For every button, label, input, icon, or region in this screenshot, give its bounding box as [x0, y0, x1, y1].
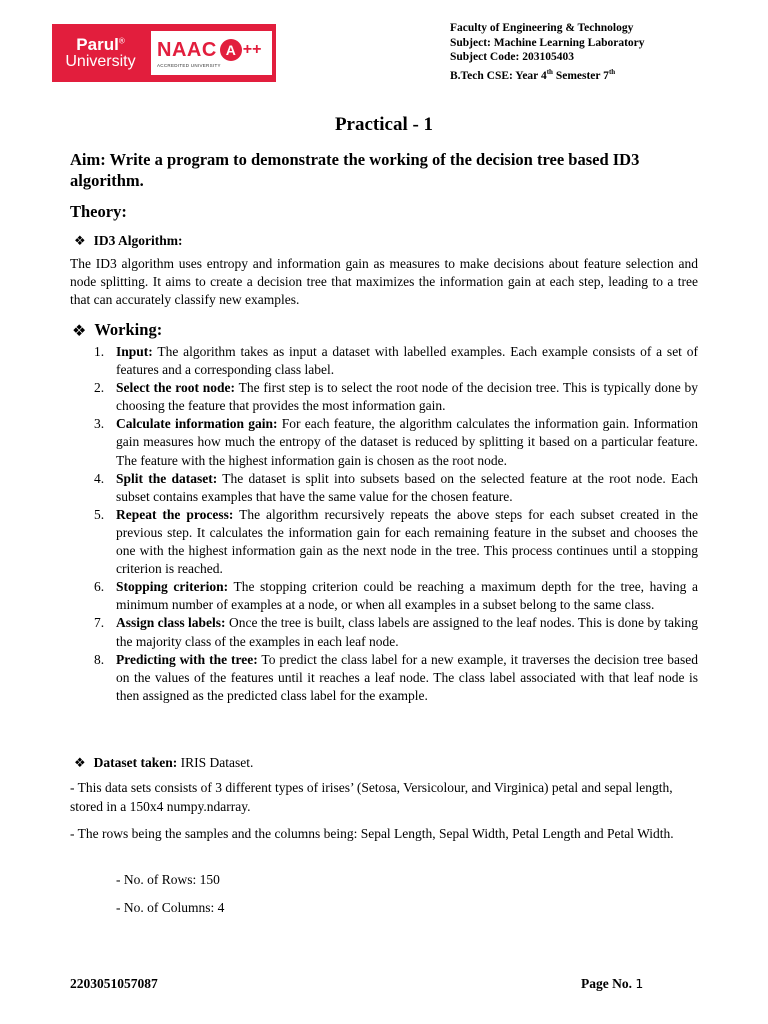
diamond-bullet-icon: ❖ [74, 233, 86, 249]
naac-plus: ++ [242, 41, 262, 58]
course-prefix: B.Tech CSE: Year 4 [450, 69, 547, 82]
working-steps-list [70, 343, 698, 705]
list-item: 7. Assign class labels: Once the tree is built, class labels are assigned to the leaf nodes. This is done by taking the majority class of the examples in each leaf node. [94, 615, 698, 649]
rows-count: - No. of Rows: 150 [116, 872, 220, 887]
working-heading-text: Working: [94, 320, 163, 339]
list-item: 5. Repeat the process: The algorithm recursively repeats the above steps for each subset created in the previous step. It calculates the information gain for each remaining feature in the subset and chooses the one with the highest information gain as the next node in the tree. This process continues until a stopping criterion is reached. [94, 506, 698, 577]
list-item: 4. Split the dataset: The dataset is split into subsets based on the selected feature at the root node. Each subset contains examples that have the same value for the chosen feature. [94, 470, 698, 504]
naac-word: NAAC [157, 38, 217, 61]
theory-heading: Theory: [70, 202, 127, 221]
list-item: 8. Predicting with the tree: To predict the class label for a new example, it traverses the decision tree based on the values of the features until it reaches a leaf node. The class label associated with that leaf node is then assigned as the predicted class label for the example. [94, 651, 698, 703]
dataset-note-1: - This data sets consists of 3 different types of irises’ (Setosa, Versicolour, and Virginica) petal and sepal length, stored in a 150x4 numpy.ndarray. [70, 780, 673, 814]
page-number [581, 976, 643, 992]
list-item: 1. Input: The algorithm takes as input a dataset with labelled examples. Each example consists of a set of features and a corresponding class label. [94, 344, 698, 378]
list-item: 2. Select the root node: The first step is to select the root node of the decision tree. This is typically done by choosing the feature that provides the most information gain. [94, 380, 698, 414]
naac-accredited: ACCREDITED UNIVERSITY [157, 62, 221, 68]
diamond-bullet-icon: ❖ [74, 755, 86, 771]
subject-code-line: Subject Code: 203105403 [450, 51, 574, 63]
subject-line: Subject: Machine Learning Laboratory [450, 36, 645, 49]
id3-paragraph: The ID3 algorithm uses entropy and information gain as measures to make decisions about feature selection and node splitting. It aims to create a decision tree that maximizes the information gain at each step, leading to a tree that can accurately classify new examples. [70, 256, 698, 308]
naac-badge [151, 31, 272, 75]
working-heading [72, 320, 162, 340]
list-item: 6. Stopping criterion: The stopping criterion could be reaching a maximum depth for the tree, having a minimum number of examples at a node, or when all examples in a subset belong to the same class. [94, 579, 698, 613]
page-number-value: 1 [635, 976, 644, 991]
course-line [450, 65, 645, 83]
aim-statement: Aim: Write a program to demonstrate the working of the decision tree based ID3 algorithm. [70, 150, 640, 190]
faculty-line: Faculty of Engineering & Technology [450, 22, 634, 34]
id3-heading [74, 233, 183, 249]
id3-heading-text: ID3 Algorithm: [93, 233, 183, 248]
semester-text: Semester 7 [552, 69, 609, 82]
dataset-heading [74, 755, 253, 771]
course-header [450, 21, 645, 83]
dataset-value: IRIS Dataset. [177, 755, 254, 770]
dataset-note-2: - The rows being the samples and the columns being: Sepal Length, Sepal Width, Petal Length and Petal Width. [70, 826, 674, 841]
logo-parul: Parul [76, 34, 119, 54]
list-item: 3. Calculate information gain: For each feature, the algorithm calculates the information gain. Information gain measures how much the entropy of the dataset is reduced by splitting it based on a particular feature. The feature with the highest information gain is chosen as the root node. [94, 416, 698, 468]
practical-title: Practical - 1 [334, 114, 434, 135]
parul-logo-text [52, 36, 149, 71]
enrollment-number: 2203051057087 [70, 976, 158, 991]
page-label: Page No. [581, 976, 632, 991]
dataset-label: Dataset taken: [93, 755, 178, 770]
university-logo [52, 24, 276, 82]
diamond-bullet-icon: ❖ [72, 320, 87, 340]
columns-count: - No. of Columns: 4 [116, 900, 225, 915]
naac-grade-circle: A [220, 39, 242, 61]
logo-university: University [65, 52, 136, 70]
registered-mark: ® [118, 36, 125, 46]
year-sup: th [546, 67, 553, 76]
semester-sup: th [608, 67, 616, 76]
